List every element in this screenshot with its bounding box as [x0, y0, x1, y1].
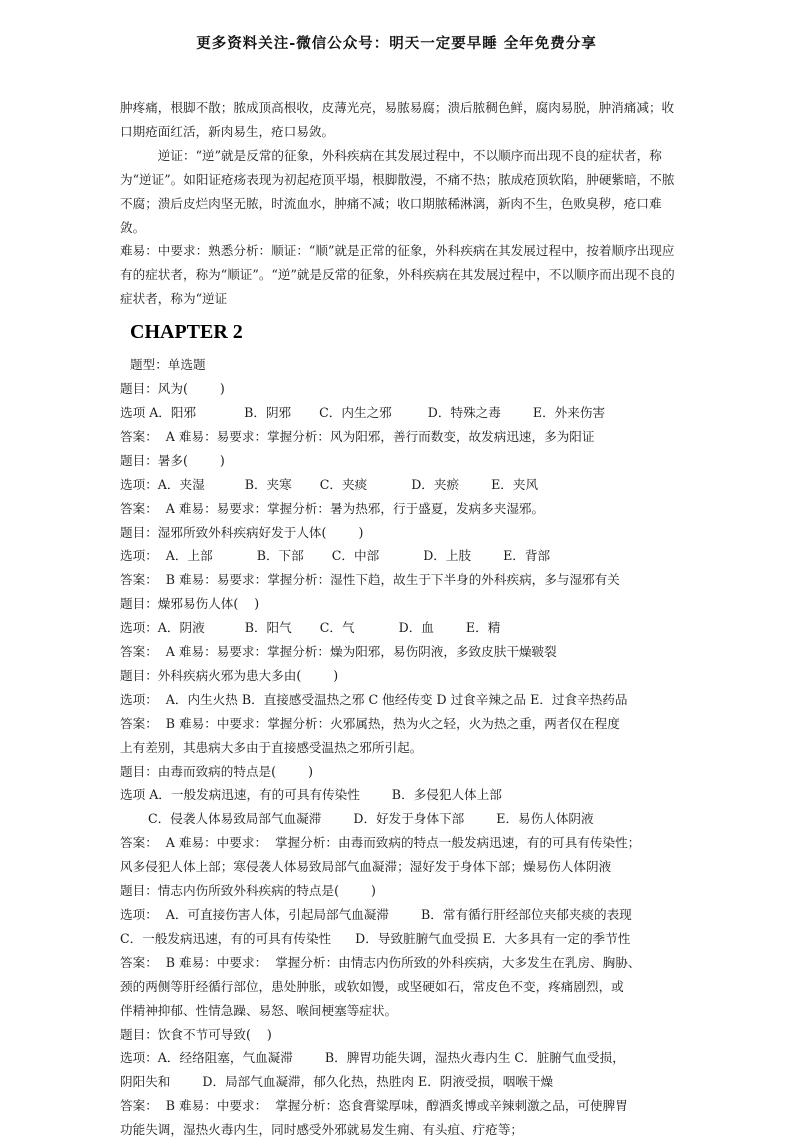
options-line: 选项：A．夹湿 B．夹寒 C．夹痰 D．夹瘀 E．夹风 [120, 476, 539, 492]
answer-line: 答案： B 难易：中要求： 掌握分析：由情志内伤所致的外科疾病，大多发生在乳房、胸胁、 [120, 954, 641, 970]
intro-paragraph: 逆证：“逆”就是反常的征象，外科疾病在其发展过程中，不以顺序而出现不良的症状者，称为“逆证”。如阳证疮疡表现为初起疮顶平塌，根脚散漫，不痛不热；脓成疮顶软陷，肿硬紫暗，不脓不腐；溃后皮烂肉坚无脓，时流血水，肿痛不减；收口期脓稀淋漓，新肉不生，色败臭秽，疮口难敛。 [120, 147, 675, 235]
text-line: 风多侵犯人体上部；寒侵袭人体易致局部气血凝滞；湿好发于身体下部；燥易伤人体阴液 [120, 859, 612, 875]
page-header: 更多资料关注-微信公众号：明天一定要早睡 全年免费分享 [196, 35, 597, 52]
options-line: 选项 A．一般发病迅速，有的可具有传染性 B．多侵犯人体上部 [120, 787, 502, 803]
question-line: 题目：燥邪易伤人体( ) [120, 596, 260, 612]
question-line: 题目：外科疾病火邪为患大多由( ) [120, 667, 339, 683]
options-line: 选项 A．阳邪 B．阴邪 C．内生之邪 D．特殊之毒 E．外来伤害 [120, 404, 606, 420]
options-line: 选项： A．内生火热 B．直接感受温热之邪 C 他经传变 D 过食辛辣之品 E．过食辛热药品 [120, 691, 628, 707]
options-line: 选项：A．阴液 B．阳气 C．气 D．血 E．精 [120, 620, 501, 636]
question-list [120, 377, 676, 1142]
options-line: 选项： A．上部 B．下部 C．中部 D．上肢 E．背部 [120, 548, 551, 564]
text-line: C．一般发病迅速，有的可具有传染性 D．导致脏腑气血受损 E．大多具有一定的季节性 [120, 930, 631, 946]
options-line: 选项：A．经络阻塞，气血凝滞 B．脾胃功能失调，湿热火毒内生 C．脏腑气血受损， [120, 1050, 625, 1066]
answer-line: 答案： A 难易：易要求：掌握分析：燥为阳邪，易伤阴液，多致皮肤干燥皲裂 [120, 644, 557, 660]
text-line: 阴阳失和 D．局部气血凝滞，郁久化热，热胜肉 E．阴液受损，咽喉干燥 [120, 1074, 554, 1090]
question-line: 题目：暑多( ) [120, 452, 225, 468]
text-line: 伴精神抑郁、性情急躁、易怒、喉间梗塞等症状。 [120, 1002, 398, 1018]
answer-line: 答案： A 难易：易要求：掌握分析：暑为热邪，行于盛夏，发病多夹湿邪。 [120, 500, 545, 516]
answer-line: 答案： B 难易：中要求： 掌握分析：恣食膏粱厚味，醇酒炙博或辛辣刺激之品，可使脾胃 [120, 1098, 628, 1114]
question-line: 题目：饮食不节可导致( ) [120, 1026, 272, 1042]
intro-paragraph: 难易：中要求：熟悉分析：顺证：“顺”就是正常的征象，外科疾病在其发展过程中，按着顺序出现应有的症状者，称为“顺证”。“逆”就是反常的征象，外科疾病在其发展过程中，不以顺序而出现不良的症状者，称为“逆证 [120, 243, 675, 307]
question-line: 题目：由毒而致病的特点是( ) [120, 763, 313, 779]
question-line: 题目：风为( ) [120, 381, 225, 397]
intro-paragraph: 肿疼痛，根脚不散；脓成顶高根收，皮薄光亮，易脓易腐；溃后脓稠色鲜，腐肉易脱，肿消痛减；收口期疮面红活，新肉易生，疮口易敛。 [120, 100, 675, 139]
intro-section [120, 96, 676, 311]
question-type: 题型：单选题 [130, 357, 206, 373]
answer-line: 答案： B 难易：易要求：掌握分析：湿性下趋，故生于下半身的外科疾病，多与湿邪有关 [120, 572, 620, 588]
options-line: 选项： A．可直接伤害人体，引起局部气血凝滞 B．常有循行肝经部位夹郁夹痰的表现 [120, 907, 632, 922]
document-body [120, 96, 676, 1142]
text-line: 上有差别，其患病大多由于直接感受温热之邪所引起。 [120, 739, 423, 755]
text-line: 功能失调，湿热火毒内生，同时感受外邪就易发生痈、有头疽、疔疮等； [120, 1122, 523, 1138]
answer-line: 答案： B 难易：中要求：掌握分析：火邪属热，热为火之轻，火为热之重，两者仅在程度 [120, 715, 620, 731]
text-line: 颈的两侧等肝经循行部位，患处肿胀，或软如馒，或坚硬如石，常皮色不变，疼痛剧烈，或 [120, 978, 624, 994]
text-line: C．侵袭人体易致局部气血凝滞 D．好发于身体下部 E．易伤人体阴液 [148, 811, 594, 827]
answer-line: 答案： A 难易：中要求： 掌握分析：由毒而致病的特点一般发病迅速，有的可具有传染性； [120, 835, 641, 851]
question-line: 题目：情志内伤所致外科疾病的特点是( ) [120, 883, 376, 899]
question-line: 题目：湿邪所致外科疾病好发于人体( ) [120, 524, 364, 540]
chapter-title: CHAPTER 2 [130, 321, 243, 344]
answer-line: 答案： A 难易：易要求：掌握分析：风为阳邪，善行而数变，故发病迅速，多为阳证 [120, 428, 595, 444]
